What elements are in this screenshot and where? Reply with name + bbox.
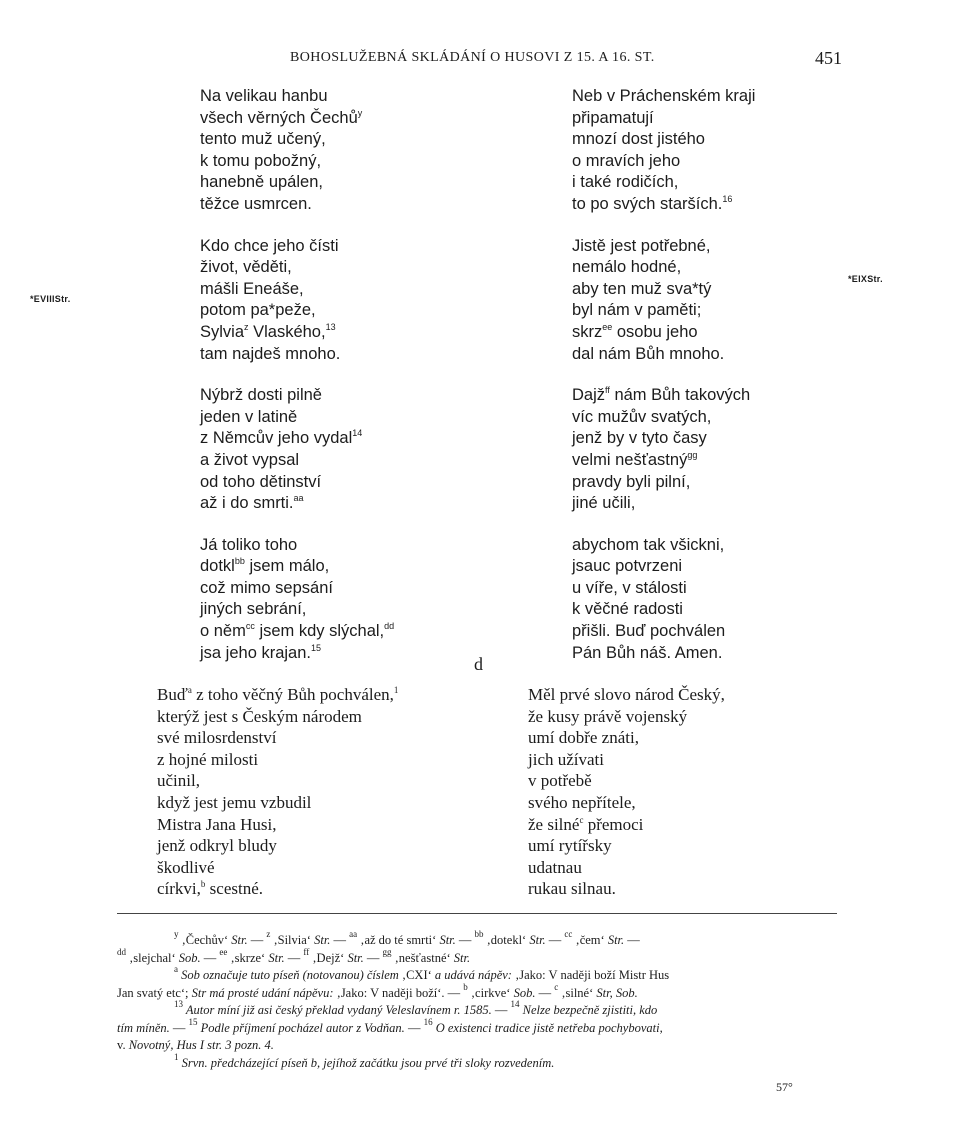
note-marker: 15 [310, 642, 321, 653]
footnote-text: ‚Jako: V naději boží Mistr Hus [511, 968, 670, 982]
verse-text: mášli Eneáše, [200, 279, 304, 298]
footnote-text: — [330, 933, 350, 947]
margin-note-left: *EVIIIStr. [30, 294, 71, 304]
verse-text: život, věděti, [200, 258, 292, 277]
stanza [200, 236, 394, 366]
verse-line [157, 749, 398, 771]
footnote-italic-text: Nelze bezpečně zjistiti, kdo [519, 1003, 658, 1017]
verse-text: jiných sebrání, [200, 600, 307, 619]
verse-line [572, 472, 755, 494]
footnote-marker: gg [382, 946, 392, 957]
page-header [0, 50, 960, 74]
verse-line [572, 643, 755, 665]
stanza [572, 86, 755, 216]
verse-text: své milosrdenství [157, 728, 277, 748]
verse-text: umí dobře znáti, [528, 728, 639, 748]
verse-line [572, 300, 755, 322]
footnote-text: ‚silné‘ [558, 985, 597, 1000]
footnote-text: — [247, 933, 267, 947]
verse-text: když jest jemu vzbudil [157, 792, 312, 812]
verse-line [528, 835, 725, 857]
verse-line [572, 172, 755, 194]
verse-line [157, 814, 398, 836]
verse-line [528, 857, 725, 879]
note-marker: bb [234, 556, 245, 567]
verse-text: nám Bůh takových [609, 386, 751, 405]
verse-text: Nýbrž dosti pilně [200, 386, 322, 405]
footnote-italic-text: Str má prosté udání nápěvu: [191, 985, 334, 1000]
verse-line [528, 814, 725, 836]
footnote-text: ‚skrze‘ [227, 950, 269, 965]
note-marker: y [357, 107, 363, 118]
verse-line [528, 792, 725, 814]
footnote-italic-text: a udává nápěv: [434, 968, 512, 982]
verse-text: což mimo sepsání [200, 578, 333, 597]
footnote-text: — [200, 950, 220, 965]
footnote-text: ‚Silvia‘ [270, 933, 315, 947]
verse-text: svého nepřítele, [528, 792, 636, 812]
verse-text: až i do smrti. [200, 494, 294, 513]
note-marker: 14 [352, 428, 363, 439]
verse-line [572, 621, 755, 643]
verse-text: Vlaského, [248, 322, 326, 341]
footnote-line [117, 1051, 839, 1073]
verse-line [572, 599, 755, 621]
verse-text: všech věrných Čechů [200, 108, 358, 127]
note-marker: dd [384, 621, 395, 632]
note-marker: cc [245, 621, 255, 632]
verse-line [200, 643, 394, 665]
footnote-text: — [455, 933, 475, 947]
song-b-left-column [157, 684, 398, 900]
note-marker: 1 [393, 685, 399, 695]
verse-line [572, 129, 755, 151]
footnote-marker: bb [474, 929, 484, 939]
verse-line [200, 450, 394, 472]
page-number: 451 [815, 48, 842, 68]
verse-line [528, 749, 725, 771]
verse-line [528, 684, 725, 706]
verse-text: jeden v latině [200, 407, 298, 426]
verse-line [572, 407, 755, 429]
verse-line [572, 385, 755, 407]
footnote-marker: 15 [188, 1016, 198, 1027]
verse-text: pravdy byli pilní, [572, 472, 691, 491]
footnote-italic-text: Str. [314, 933, 331, 947]
verse-text: abychom tak všickni, [572, 535, 725, 554]
verse-line [157, 835, 398, 857]
footnote-italic-text: Srvn. předcházející píseň b, jejíhož začátku jsou prvé tři sloky rozvedením. [178, 1055, 555, 1070]
verse-text: scestné. [205, 879, 263, 899]
verse-line [200, 493, 394, 515]
verse-text: k tomu pobožný, [200, 151, 322, 170]
verse-text: dal nám Bůh mnoho. [572, 344, 725, 363]
verse-text: Sylvia [200, 322, 245, 341]
footnote-text: ‚Jako: V naději boží‘. — [333, 985, 464, 1000]
verse-line [200, 621, 394, 643]
footnote-italic-text: Str. [231, 933, 248, 947]
verse-text: Dajž [572, 386, 606, 405]
verse-line [200, 257, 394, 279]
verse-line [200, 86, 394, 108]
stanza [200, 385, 394, 515]
footnote-italic-text: Novotný, Hus I str. 3 pozn. 4. [128, 1038, 274, 1052]
note-marker: ff [605, 385, 610, 396]
verse-text: rukau silnau. [528, 879, 616, 899]
footnote-marker: 13 [174, 999, 183, 1009]
verse-text: Buď [157, 685, 188, 704]
footnote-marker: z [266, 929, 271, 939]
footnote-marker: b [463, 981, 468, 992]
verse-text: Neb v Práchenském kraji [572, 87, 756, 105]
footnote-line [117, 981, 839, 1003]
song-a-left-column [200, 86, 394, 684]
verse-text: z Němcův jeho vydal [200, 429, 353, 448]
song-a-right-column [572, 86, 755, 684]
footnote-text: — [284, 950, 304, 965]
footnotes [117, 929, 839, 1072]
verse-text: jsauc potvrzeni [572, 557, 683, 576]
footnote-divider [117, 913, 837, 914]
verse-line [572, 535, 755, 557]
footnote-italic-text: Podle příjmení pocházel autor z Vodňan. [197, 1020, 405, 1035]
verse-line [157, 706, 398, 728]
verse-line [200, 172, 394, 194]
verse-line [200, 599, 394, 621]
verse-text: Já toliko toho [200, 535, 298, 554]
verse-line [572, 236, 755, 258]
verse-text: z hojné milosti [157, 749, 259, 769]
verse-text: velmi nešťastný [572, 450, 688, 469]
footnote-text: — [491, 1003, 511, 1017]
footnote-text: — [169, 1020, 189, 1035]
verse-line [200, 236, 394, 258]
verse-line [200, 194, 394, 216]
footnote-italic-text: Autor míní již asi český překlad vydaný Veleslavínem r. 1585. [183, 1003, 492, 1017]
footnote-italic-text: Str. [453, 950, 471, 965]
verse-text: Na velikau hanbu [200, 87, 328, 105]
verse-line [157, 770, 398, 792]
footnote-text: Jan svatý etc‘; [117, 985, 192, 1000]
footnote-marker: dd [117, 946, 126, 957]
verse-line [157, 878, 398, 900]
note-marker: b [200, 879, 206, 890]
footnote-italic-text: Sob. [513, 985, 536, 1000]
verse-line [572, 428, 755, 450]
verse-text: tento muž učený, [200, 130, 326, 149]
verse-text: o mravích jeho [572, 151, 681, 170]
verse-text: učinil, [157, 771, 200, 791]
verse-text: byl nám v paměti; [572, 301, 702, 320]
footnote-marker: 1 [174, 1051, 179, 1062]
margin-note-right: *EIXStr. [848, 274, 883, 284]
footnote-line [117, 1016, 839, 1038]
verse-text: Mistra Jana Husi, [157, 814, 277, 834]
verse-line [200, 344, 394, 366]
footnote-marker: ff [303, 946, 310, 957]
verse-line [200, 322, 394, 344]
footnote-text: — [545, 933, 565, 947]
verse-line [200, 108, 394, 130]
footnote-marker: cc [564, 929, 573, 939]
verse-text: připamatují [572, 108, 654, 127]
verse-line [200, 279, 394, 301]
verse-line [200, 407, 394, 429]
verse-text: víc mužův svatých, [572, 407, 712, 426]
footnote-text: ‚dotekl‘ [483, 933, 530, 947]
footnote-italic-text: O existenci tradice jistě netřeba pochybovati, [432, 1020, 663, 1035]
verse-text: Měl prvé slovo národ Český, [528, 685, 725, 704]
footnote-italic-text: Sob označuje tuto píseň (notovanou) číslem [178, 968, 402, 982]
verse-line [572, 86, 755, 108]
verse-line [200, 300, 394, 322]
verse-text: a život vypsal [200, 450, 300, 469]
verse-line [572, 578, 755, 600]
footnote-text: ‚nešťastné‘ [391, 950, 454, 965]
verse-line [200, 129, 394, 151]
footnote-italic-text: Str. [268, 950, 285, 965]
verse-line [157, 792, 398, 814]
footnote-italic-text: Str. [439, 933, 456, 947]
verse-text: skrz [572, 322, 603, 341]
footnote-text: ‚čem‘ [572, 933, 608, 947]
verse-line [528, 770, 725, 792]
footnote-italic-text: Str. [347, 950, 364, 965]
verse-line [528, 706, 725, 728]
verse-text: přišli. Buď pochválen [572, 622, 726, 641]
footnote-italic-text: Str. [607, 933, 625, 947]
signature-mark: 57° [776, 1080, 793, 1094]
verse-line [572, 493, 755, 515]
stanza [572, 535, 755, 665]
footnote-line [117, 964, 839, 985]
verse-text: že kusy právě vojenský [528, 706, 688, 726]
footnote-line [117, 1037, 839, 1055]
verse-text: Jistě jest potřebné, [572, 236, 711, 255]
footnote-marker: a [174, 964, 178, 974]
verse-text: aby ten muž sva*tý [572, 279, 712, 298]
verse-text: potom pa*peže, [200, 301, 316, 320]
verse-text: přemoci [583, 814, 644, 834]
footnote-text: v. [117, 1038, 129, 1052]
verse-line [572, 450, 755, 472]
footnote-italic-text: Str, Sob. [596, 985, 638, 1000]
verse-line [157, 727, 398, 749]
footnote-text: ‚slejchal‘ [126, 950, 179, 965]
stanza [200, 86, 394, 216]
verse-text: mnozí dost jistého [572, 130, 705, 149]
verse-text: o něm [200, 622, 246, 641]
verse-text: udatnau [528, 857, 582, 877]
note-marker: gg [687, 449, 698, 460]
stanza [200, 535, 394, 665]
verse-text: jenž by v tyto časy [572, 429, 707, 448]
verse-line [200, 578, 394, 600]
verse-text: že silné [528, 814, 580, 834]
verse-text: nemálo hodné, [572, 258, 682, 277]
verse-text: k věčné radosti [572, 600, 683, 619]
stanza [572, 236, 755, 366]
verse-line [572, 108, 755, 130]
verse-line [572, 322, 755, 344]
verse-text: církvi, [157, 879, 201, 899]
footnote-text: ‚až do té smrti‘ [357, 933, 440, 947]
footnote-text: ‚cirkve‘ [467, 985, 514, 1000]
verse-text: škodlivé [157, 857, 215, 877]
verse-text: tam najdeš mnoho. [200, 344, 341, 363]
verse-text: to po svých starších. [572, 194, 723, 213]
song-b-right-column [528, 684, 725, 900]
footnote-marker: 16 [423, 1016, 433, 1027]
note-marker: 13 [325, 321, 336, 332]
footnote-marker: y [174, 929, 179, 939]
note-marker: ee [602, 321, 613, 332]
footnote-italic-text: Str. [529, 933, 546, 947]
verse-text: jsa jeho krajan. [200, 643, 311, 662]
stanza [572, 385, 755, 515]
verse-line [200, 535, 394, 557]
verse-line [572, 194, 755, 216]
note-marker: 16 [722, 193, 733, 204]
footnote-marker: aa [349, 929, 358, 939]
verse-text: hanebně upálen, [200, 173, 323, 192]
verse-text: Kdo chce jeho čísti [200, 236, 339, 255]
verse-line [528, 878, 725, 900]
verse-text: od toho dětinství [200, 472, 322, 491]
footnote-text: ‚Dejž‘ [309, 950, 348, 965]
footnote-text: — [363, 950, 383, 965]
note-marker: z [244, 321, 249, 332]
footnote-line [117, 946, 839, 968]
footnote-line [117, 999, 839, 1020]
verse-text: Pán Bůh náš. Amen. [572, 643, 723, 662]
verse-line [200, 385, 394, 407]
note-marker: a [187, 685, 192, 695]
verse-text: v potřebě [528, 771, 592, 791]
section-letter: d [474, 654, 483, 674]
verse-text: osobu jeho [612, 322, 698, 341]
verse-line [572, 151, 755, 173]
verse-line [572, 257, 755, 279]
footnote-marker: c [554, 981, 559, 992]
footnote-italic-text: tím míněn. [117, 1020, 170, 1035]
footnote-text: — [535, 985, 555, 1000]
verse-text: těžce usmrcen. [200, 194, 312, 213]
verse-text: u víře, v stálosti [572, 578, 687, 597]
verse-text: z toho věčný Bůh pochválen, [191, 685, 394, 704]
verse-text: jsem kdy slýchal, [254, 622, 385, 641]
verse-text: umí rytířsky [528, 836, 612, 856]
verse-line [157, 684, 398, 706]
verse-text: jiné učili, [572, 494, 636, 513]
footnote-text: — [404, 1020, 424, 1035]
verse-text: kterýž jest s Českým národem [157, 706, 362, 726]
verse-text: jsem málo, [244, 557, 330, 576]
verse-line [572, 344, 755, 366]
footnote-marker: ee [219, 946, 228, 957]
verse-line [528, 727, 725, 749]
verse-text: dotkl [200, 557, 235, 576]
running-title: BOHOSLUŽEBNÁ SKLÁDÁNÍ O HUSOVI Z 15. A 16. ST. [290, 50, 655, 65]
verse-line [157, 857, 398, 879]
footnote-marker: 14 [510, 999, 520, 1009]
verse-text: jenž odkryl bludy [157, 836, 277, 856]
verse-line [200, 428, 394, 450]
verse-line [200, 151, 394, 173]
verse-text: i také rodičích, [572, 173, 679, 192]
verse-line [200, 556, 394, 578]
footnote-italic-text: Sob. [178, 950, 201, 965]
note-marker: aa [293, 493, 304, 504]
verse-line [572, 279, 755, 301]
note-marker: c [579, 814, 584, 825]
footnote-text: — [624, 933, 640, 947]
verse-line [200, 472, 394, 494]
footnote-text: ‚CXI‘ [401, 968, 435, 982]
verse-text: jich užívati [528, 749, 605, 769]
footnote-text: ‚Čechův‘ [178, 933, 232, 947]
verse-line [572, 556, 755, 578]
